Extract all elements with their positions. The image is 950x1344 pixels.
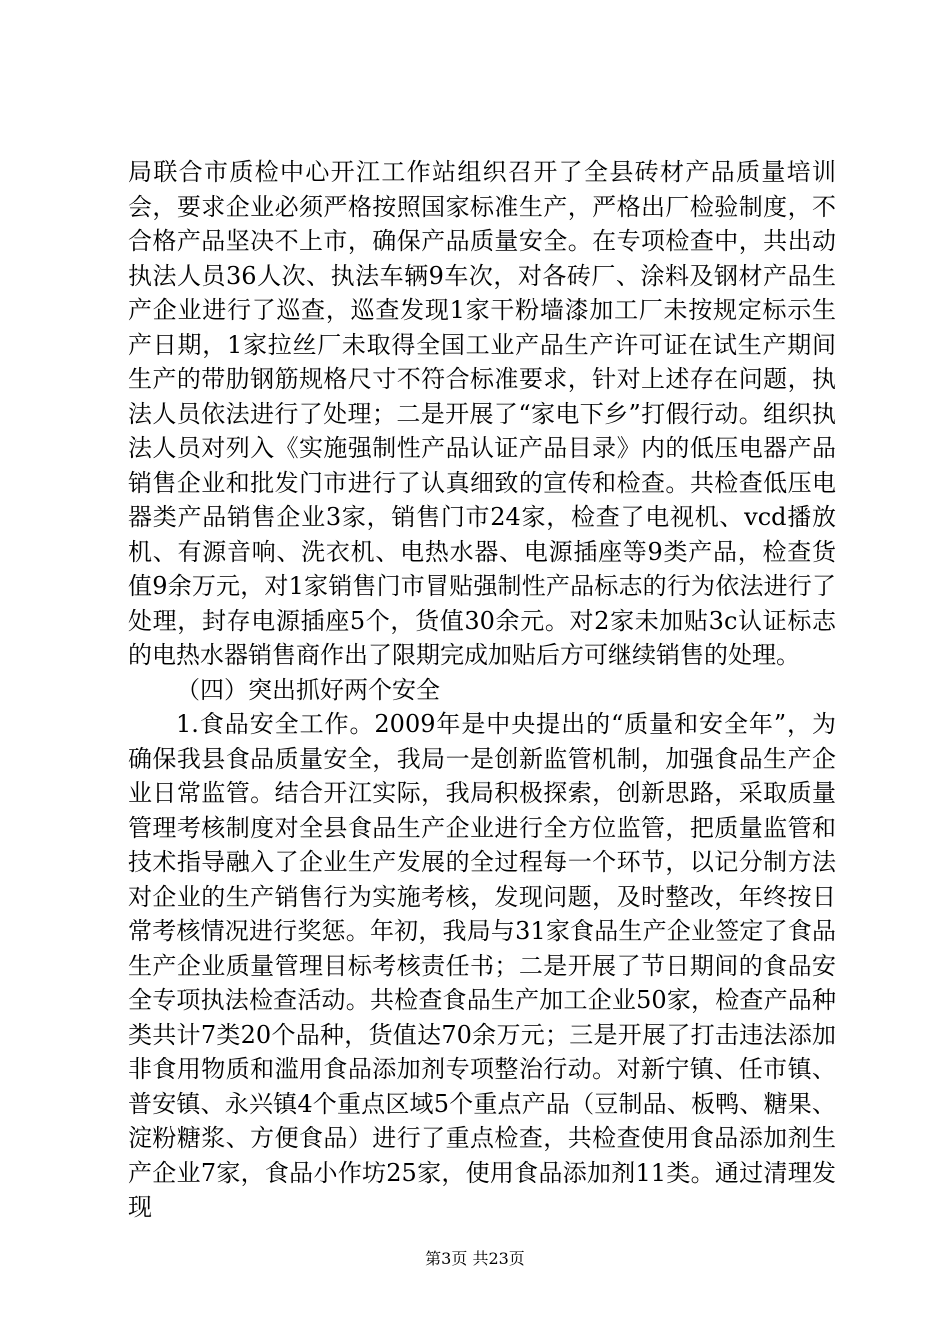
section-heading: （四）突出抓好两个安全 [176,675,440,704]
paragraph-continuation: 局联合市质检中心开江工作站组织召开了全县砖材产品质量培训会，要求企业必须严格按照国家标准生产，严格出厂检验制度，不合格产品坚决不上市，确保产品质量安全。在专项检查中，共出动执法人员36人次、执法车辆9车次，对各砖厂、涂料及钢材产品生产企业进行了巡查，巡查发现1家干粉墙漆加工厂未按规定标示生产日期，1家拉丝厂未取得全国工业产品生产许可证在试生产期间生产的带肋钢筋规格尺寸不符合标准要求，针对上述存在问题，执法人员依法进行了处理；二是开展了“家电下乡”打假行动。组织执法人员对列入《实施强制性产品认证产品目录》内的低压电器产品销售企业和批发门市进行了认真细致的宣传和检查。共检查低压电器类产品销售企业3家，销售门市24家，检查了电视机、vcd播放机、有源音响、洗衣机、电热水器、电源插座等9类产品，检查货值9余万元，对1家销售门市冒贴强制性产品标志的行为依法进行了处理，封存电源插座5个，货值30余元。对2家未加贴3c认证标志的电热水器销售商作出了限期完成加贴后方可继续销售的处理。 [128,158,836,669]
document-body [128,155,836,1225]
paragraph-food-safety: 1.食品安全工作。2009年是中央提出的“质量和安全年”，为确保我县食品质量安全，我局一是创新监管机制，加强食品生产企业日常监管。结合开江实际，我局积极探索，创新思路，采取质量管理考核制度对全县食品生产企业进行全方位监管，把质量监管和技术指导融入了企业生产发展的全过程每一个环节，以记分制方法对企业的生产销售行为实施考核，发现问题，及时整改，年终按日常考核情况进行奖惩。年初，我局与31家食品生产企业签定了食品生产企业质量管理目标考核责任书；二是开展了节日期间的食品安全专项执法检查活动。共检查食品生产加工企业50家，检查产品种类共计7类20个品种，货值达70余万元；三是开展了打击违法添加非食用物质和滥用食品添加剂专项整治行动。对新宁镇、任市镇、普安镇、永兴镇4个重点区域5个重点产品（豆制品、板鸭、糖果、淀粉糖浆、方便食品）进行了重点检查，共检查使用食品添加剂生产企业7家，食品小作坊25家，使用食品添加剂11类。通过清理发现 [128,710,836,1221]
page-footer: 第3页 共23页 [425,1249,525,1268]
